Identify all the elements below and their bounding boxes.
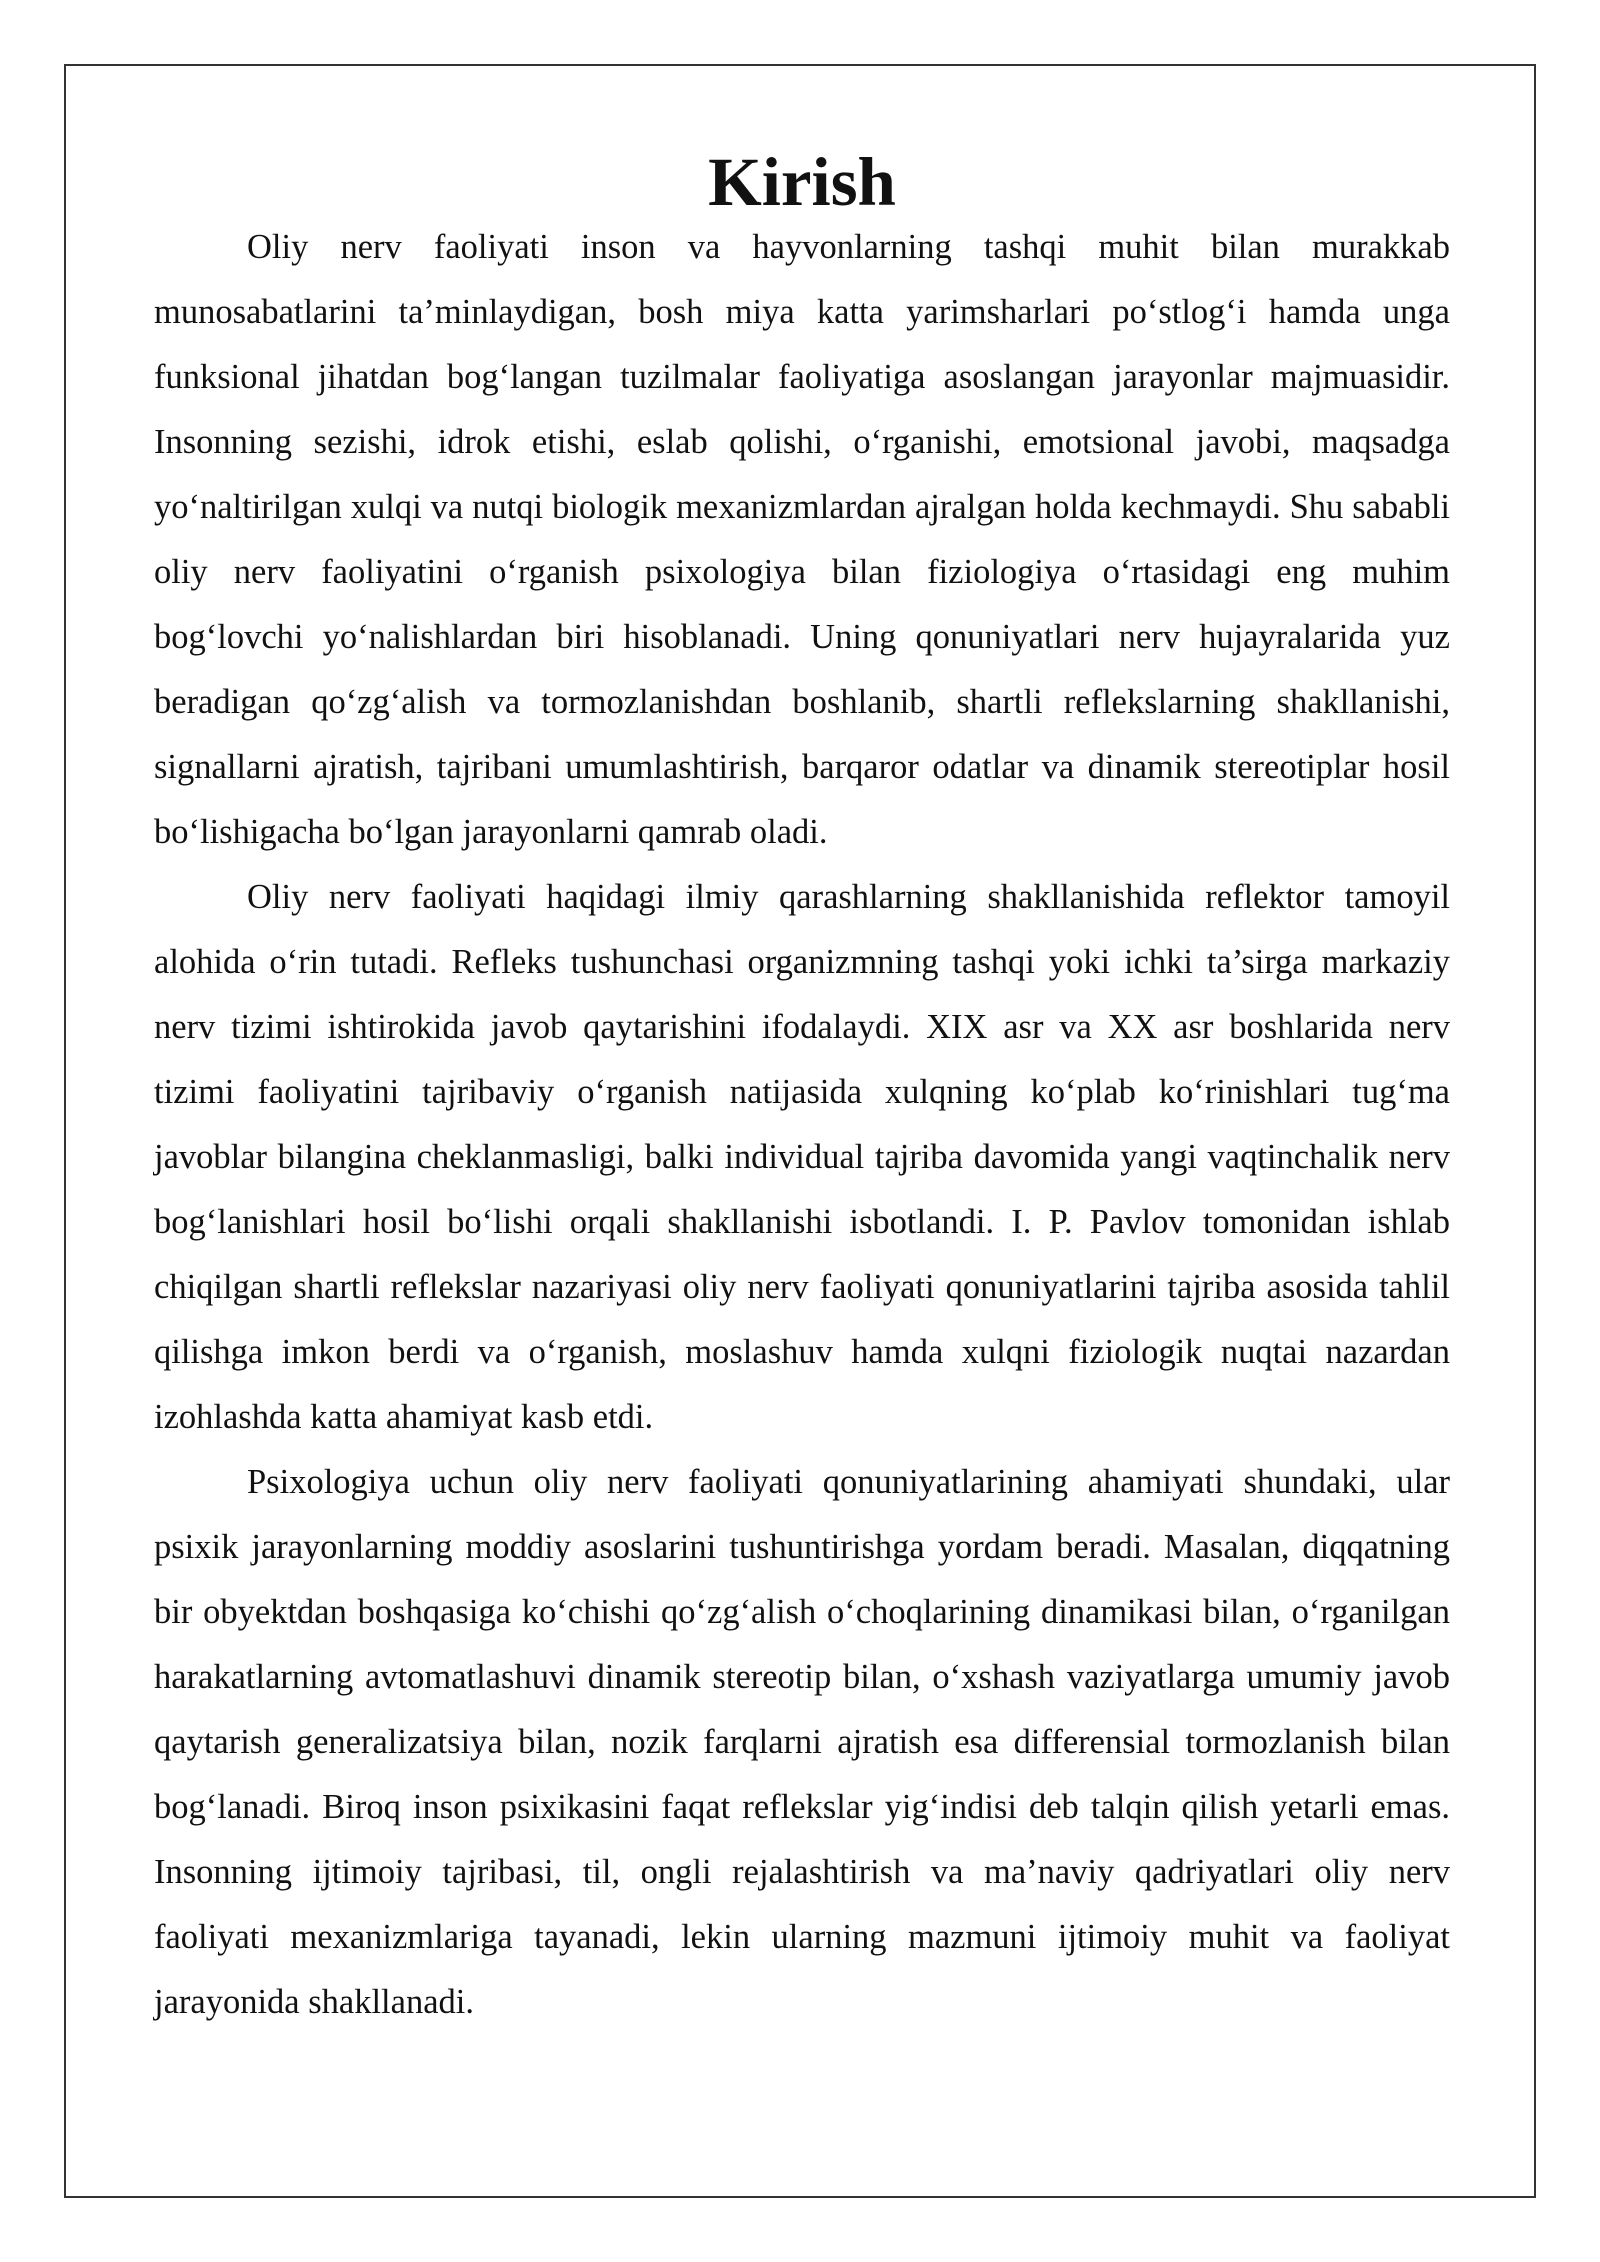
document-body (154, 144, 1450, 2035)
page-frame (64, 64, 1536, 2198)
paragraph-2: Oliy nerv faoliyati haqidagi ilmiy qarashlarning shakllanishida reflektor tamoyil alohida o‘rin tutadi. Refleks tushunchasi organizmning tashqi yoki ichki ta’sirga markaziy nerv tizimi ishtirokida javob qaytarishini ifodalaydi. XIX asr va XX asr boshlarida nerv tizimi faoliyatini tajribaviy o‘rganish natijasida xulqning ko‘plab ko‘rinishlari tug‘ma javoblar bilangina cheklanmasligi, balki individual tajriba davomida yangi vaqtinchalik nerv bog‘lanishlari hosil bo‘lishi orqali shakllanishi isbotlandi. I. P. Pavlov tomonidan ishlab chiqilgan shartli reflekslar nazariyasi oliy nerv faoliyati qonuniyatlarini tajriba asosida tahlil qilishga imkon berdi va o‘rganish, moslashuv hamda xulqni fiziologik nuqtai nazardan izohlashda katta ahamiyat kasb etdi. (154, 878, 1450, 1436)
paragraph-3: Psixologiya uchun oliy nerv faoliyati qonuniyatlarining ahamiyati shundaki, ular psixik jarayonlarning moddiy asoslarini tushuntirishga yordam beradi. Masalan, diqqatning bir obyektdan boshqasiga ko‘chishi qo‘zg‘alish o‘choqlarining dinamikasi bilan, o‘rganilgan harakatlarning avtomatlashuvi dinamik stereotip bilan, o‘xshash vaziyatlarga umumiy javob qaytarish generalizatsiya bilan, nozik farqlarni ajratish esa differensial tormozlanish bilan bog‘lanadi. Biroq inson psixikasini faqat reflekslar yig‘indisi deb talqin qilish yetarli emas. Insonning ijtimoiy tajribasi, til, ongli rejalashtirish va ma’naviy qadriyatlari oliy nerv faoliyati mexanizmlariga tayanadi, lekin ularning mazmuni ijtimoiy muhit va faoliyat jarayonida shakllanadi. (154, 1463, 1450, 2021)
document-title: Kirish (708, 144, 896, 220)
paragraph-1: Oliy nerv faoliyati inson va hayvonlarning tashqi muhit bilan murakkab munosabatlarini ta’minlaydigan, bosh miya katta yarimsharlari po‘stlog‘i hamda unga funksional jihatdan bog‘langan tuzilmalar faoliyatiga asoslangan jarayonlar majmuasidir. Insonning sezishi, idrok etishi, eslab qolishi, o‘rganishi, emotsional javobi, maqsadga yo‘naltirilgan xulqi va nutqi biologik mexanizmlardan ajralgan holda kechmaydi. Shu sababli oliy nerv faoliyatini o‘rganish psixologiya bilan fiziologiya o‘rtasidagi eng muhim bog‘lovchi yo‘nalishlardan biri hisoblanadi. Uning qonuniyatlari nerv hujayralarida yuz beradigan qo‘zg‘alish va tormozlanishdan boshlanib, shartli reflekslarning shakllanishi, signallarni ajratish, tajribani umumlashtirish, barqaror odatlar va dinamik stereotiplar hosil bo‘lishigacha bo‘lgan jarayonlarni qamrab oladi. (154, 228, 1450, 851)
